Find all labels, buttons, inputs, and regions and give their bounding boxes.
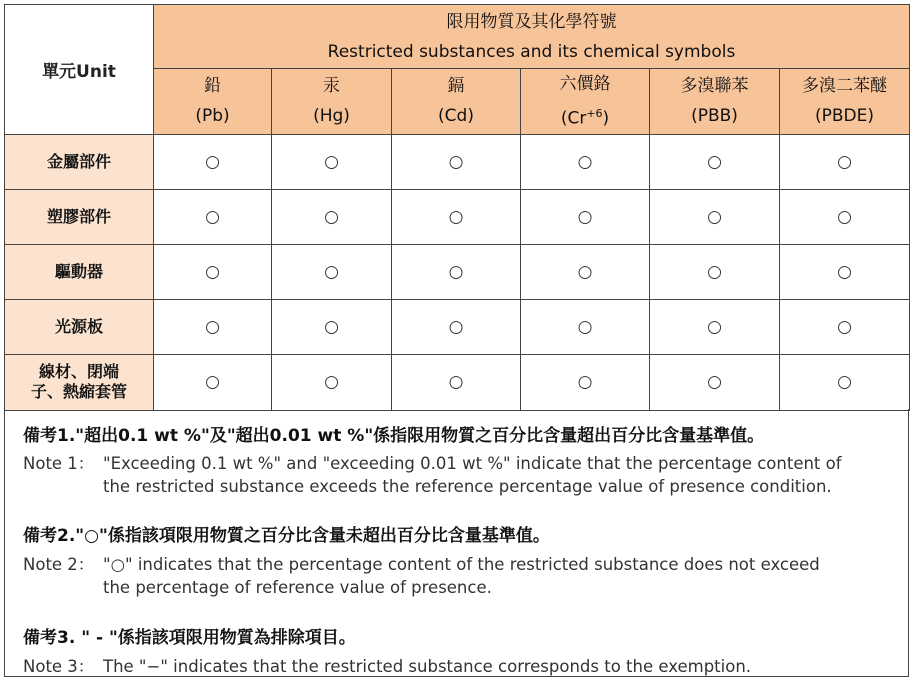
row-label-text: 驅動器 (54, 261, 103, 281)
mark-cell: ○ (650, 299, 780, 354)
mark-cell: ○ (521, 189, 650, 244)
row-label-plastic-parts (5, 189, 154, 244)
note-2-label: Note 2： (23, 555, 95, 574)
substance-symbol: (Cd) (438, 106, 474, 127)
substance-header-cd (392, 69, 521, 135)
note-3-label: Note 3： (23, 657, 95, 676)
mark-cell: ○ (521, 354, 650, 410)
mark-cell: ○ (521, 244, 650, 299)
row-label-light-board (5, 299, 154, 354)
restricted-substances-table (4, 4, 910, 411)
row-label-text-line2: 子、熱縮套管 (30, 382, 127, 402)
mark-cell: ○ (154, 299, 272, 354)
table-row (5, 299, 910, 354)
mark-cell: ○ (392, 354, 521, 410)
table-row (5, 354, 910, 410)
substance-header-cr6 (521, 69, 650, 135)
row-label-text-line1: 線材、閉端 (38, 362, 119, 382)
symbol-superscript: +6 (586, 107, 603, 120)
mark-cell: ○ (272, 354, 392, 410)
substance-symbol: (Hg) (313, 106, 350, 127)
mark-cell: ○ (521, 134, 650, 189)
note-1-cn: 備考1."超出0.1 wt %"及"超出0.01 wt %"係指限用物質之百分比含量超出百分比含量基準值。 (23, 426, 765, 446)
table-row (5, 189, 910, 244)
row-label-wires-terminals (5, 354, 154, 410)
mark-cell: ○ (650, 134, 780, 189)
unit-header-cell (5, 5, 154, 135)
mark-cell: ○ (272, 189, 392, 244)
substance-header-pb (154, 69, 272, 135)
mark-cell: ○ (650, 189, 780, 244)
mark-cell: ○ (392, 299, 521, 354)
mark-cell: ○ (272, 134, 392, 189)
mark-cell: ○ (392, 189, 521, 244)
mark-cell: ○ (154, 189, 272, 244)
notes-section (4, 409, 909, 677)
substance-header-hg (272, 69, 392, 135)
mark-cell: ○ (780, 134, 910, 189)
unit-label: 單元Unit (42, 61, 116, 82)
substance-symbol (521, 99, 649, 134)
row-label-text: 光源板 (54, 316, 103, 336)
mark-cell: ○ (650, 244, 780, 299)
substance-name: 多溴聯苯 (680, 76, 749, 97)
substance-symbol: (PBB) (691, 106, 738, 127)
substance-name: 鎘 (447, 76, 465, 97)
mark-cell: ○ (392, 244, 521, 299)
mark-cell: ○ (272, 299, 392, 354)
note-1-line2: the restricted substance exceeds the reference percentage value of presence condition. (103, 477, 832, 496)
mark-cell: ○ (780, 189, 910, 244)
table-row (5, 244, 910, 299)
substance-name: 汞 (323, 76, 340, 97)
mark-cell: ○ (392, 134, 521, 189)
row-label-metal-parts (5, 134, 154, 189)
row-label-driver (5, 244, 154, 299)
mark-cell: ○ (780, 299, 910, 354)
mark-cell: ○ (272, 244, 392, 299)
note-3-cn: 備考3. " - "係指該項限用物質為排除項目。 (23, 628, 356, 648)
substances-title-cn: 限用物質及其化學符號 (446, 11, 617, 32)
note-2-line1: "○" indicates that the percentage content of the restricted substance does not exceed (103, 555, 820, 574)
note-2-en (23, 553, 820, 599)
note-3-line1: The "−" indicates that the restricted substance corresponds to the exemption. (103, 657, 752, 676)
mark-cell: ○ (780, 244, 910, 299)
substance-name: 鉛 (204, 76, 221, 97)
row-label-text: 金屬部件 (46, 151, 111, 171)
substance-name: 多溴二苯醚 (802, 76, 887, 97)
mark-cell: ○ (154, 354, 272, 410)
note-2-line2: the percentage of reference value of presence. (103, 578, 492, 597)
symbol-end: ) (602, 108, 610, 129)
substance-symbol: (PBDE) (814, 106, 874, 127)
mark-cell: ○ (154, 244, 272, 299)
substances-title-cell (154, 5, 910, 69)
mark-cell: ○ (521, 299, 650, 354)
note-1-line1: "Exceeding 0.1 wt %" and "exceeding 0.01 wt %" indicate that the percentage content of (103, 454, 842, 473)
note-3-en (23, 655, 751, 678)
symbol-base: (Cr (560, 108, 587, 129)
note-2-cn: 備考2."○"係指該項限用物質之百分比含量未超出百分比含量基準值。 (23, 526, 550, 546)
substance-header-pbb (650, 69, 780, 135)
table-row (5, 134, 910, 189)
substance-header-pbde (780, 69, 910, 135)
substance-symbol: (Pb) (195, 106, 230, 127)
note-1-en (23, 452, 842, 498)
mark-cell: ○ (154, 134, 272, 189)
substance-name: 六價鉻 (559, 74, 611, 94)
mark-cell: ○ (780, 354, 910, 410)
mark-cell: ○ (650, 354, 780, 410)
note-1-label: Note 1： (23, 454, 95, 473)
substances-title-en: Restricted substances and its chemical symbols (327, 41, 736, 62)
row-label-text: 塑膠部件 (46, 206, 111, 226)
